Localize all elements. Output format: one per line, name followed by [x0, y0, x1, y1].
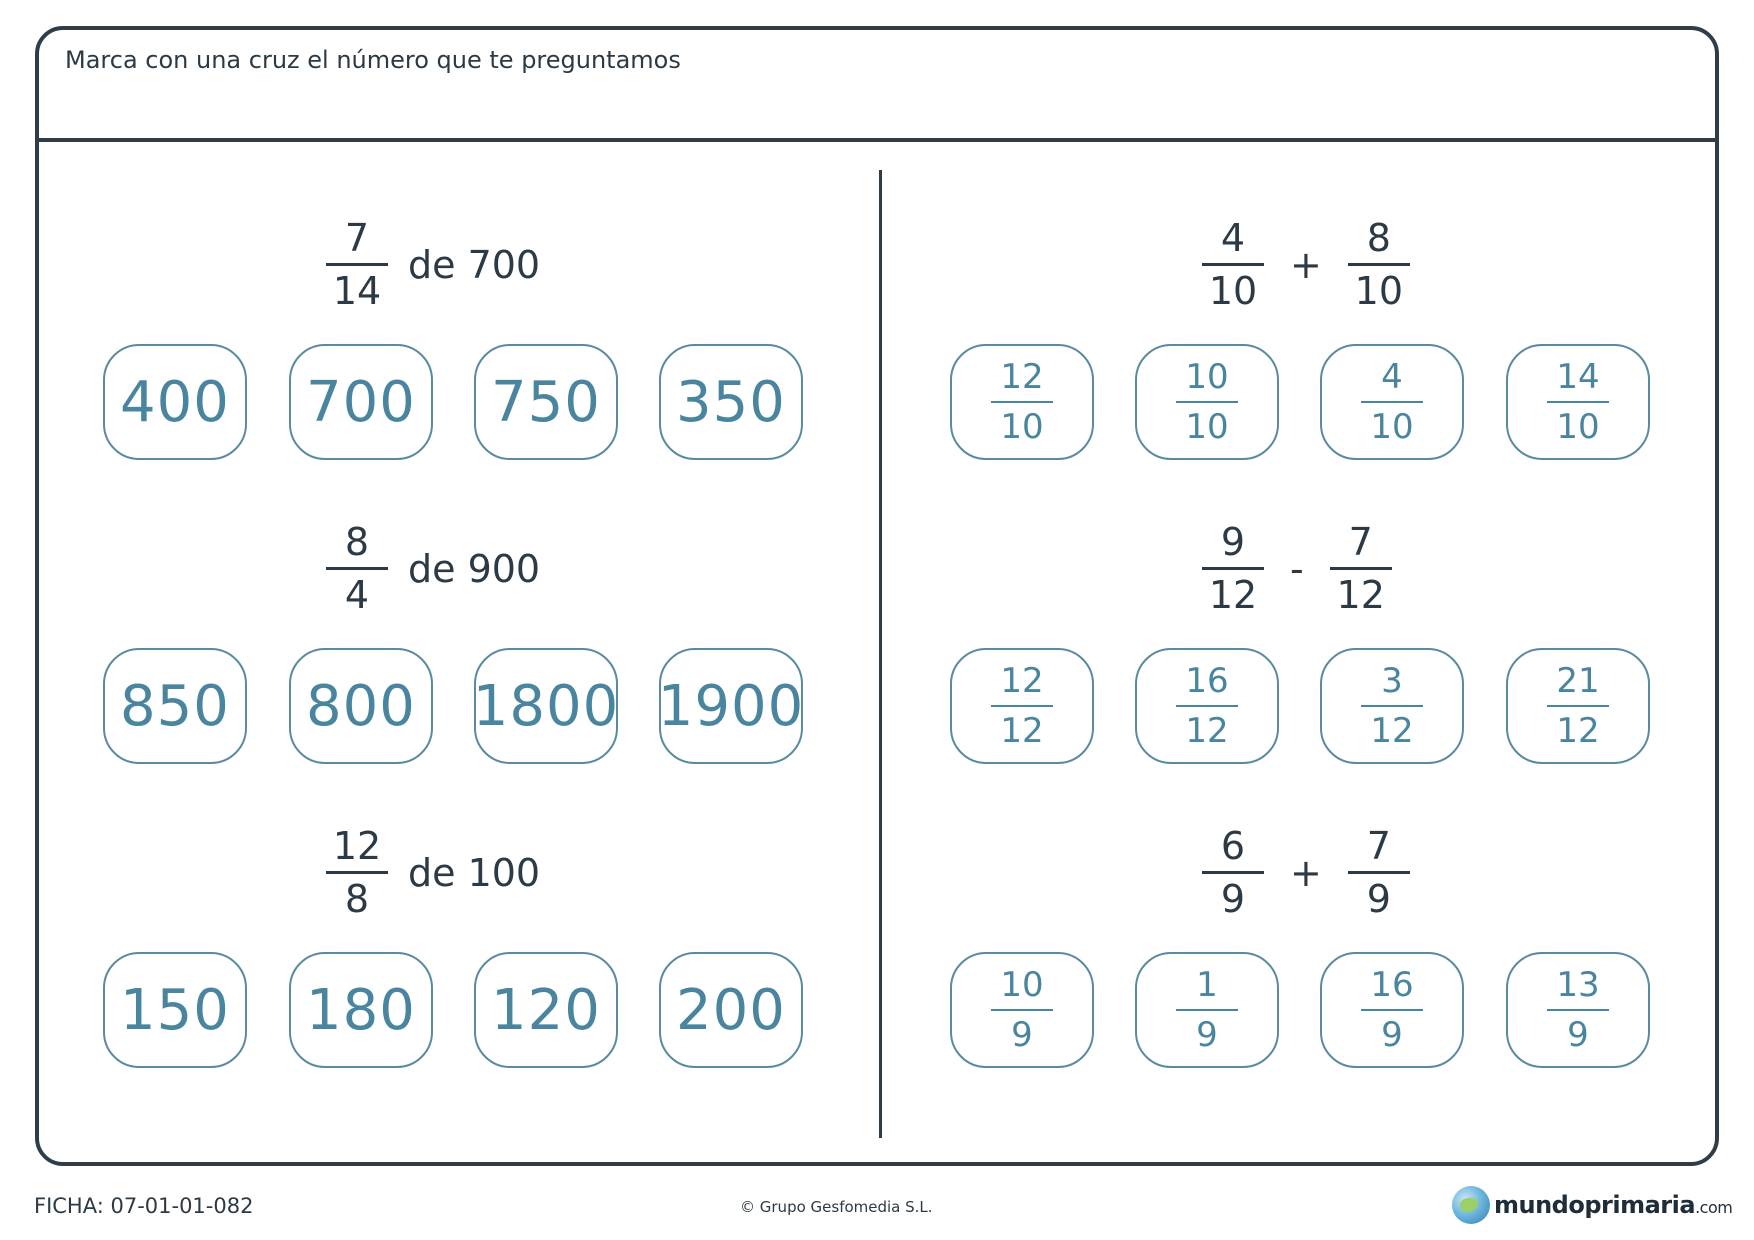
fraction: [1176, 965, 1238, 1055]
denominator: 12: [1000, 711, 1044, 751]
numerator: 21: [1556, 661, 1600, 701]
fraction-bar: [1348, 263, 1410, 266]
fraction: [326, 520, 388, 617]
numerator: 8: [344, 520, 370, 564]
answer-option[interactable]: 150: [103, 952, 247, 1068]
answer-option[interactable]: [1135, 952, 1279, 1068]
answer-option[interactable]: 700: [289, 344, 433, 460]
right-problem-1: [1202, 216, 1410, 313]
column-divider: [879, 170, 882, 1138]
answer-option[interactable]: 200: [659, 952, 803, 1068]
numerator: 3: [1381, 661, 1403, 701]
numerator: 7: [1366, 824, 1391, 868]
fraction: [991, 357, 1053, 447]
fraction: [1176, 357, 1238, 447]
right-problem-2: [1202, 520, 1392, 617]
numerator: 10: [1185, 357, 1229, 397]
denominator: 10: [1370, 407, 1414, 447]
fraction: [1202, 520, 1264, 617]
answer-option[interactable]: [1320, 952, 1464, 1068]
fraction-bar: [1361, 705, 1423, 707]
numerator: 12: [332, 824, 382, 868]
instruction-header: [39, 30, 1715, 142]
fraction-bar: [1202, 871, 1264, 874]
fraction: [991, 661, 1053, 751]
right-problem-3: [1202, 824, 1410, 921]
fraction-bar: [326, 871, 388, 874]
answer-option[interactable]: 180: [289, 952, 433, 1068]
fraction: [1547, 661, 1609, 751]
numerator: 7: [1348, 520, 1373, 564]
fraction: [1202, 216, 1264, 313]
denominator: 10: [1185, 407, 1229, 447]
operator: +: [1290, 242, 1322, 287]
numerator: 16: [1185, 661, 1229, 701]
numerator: 10: [1000, 965, 1044, 1005]
left-problem-3: [326, 824, 540, 921]
left-problem-1: [326, 216, 540, 313]
answer-option[interactable]: 1900: [659, 648, 803, 764]
denominator: 10: [1354, 269, 1404, 313]
brand-logo[interactable]: [1452, 1186, 1732, 1224]
numerator: 16: [1370, 965, 1414, 1005]
fraction: [991, 965, 1053, 1055]
fraction: [1202, 824, 1264, 921]
denominator: 9: [1011, 1015, 1033, 1055]
ficha-code: FICHA: 07-01-01-082: [34, 1194, 254, 1218]
fraction-bar: [1202, 263, 1264, 266]
fraction: [1361, 661, 1423, 751]
answer-option[interactable]: [1506, 648, 1650, 764]
answer-option[interactable]: [1320, 344, 1464, 460]
answer-option[interactable]: [950, 952, 1094, 1068]
answer-option[interactable]: [950, 648, 1094, 764]
fraction-bar: [991, 705, 1053, 707]
logo-tld: .com: [1695, 1198, 1733, 1217]
answer-option[interactable]: [1506, 952, 1650, 1068]
denominator: 10: [1208, 269, 1258, 313]
fraction-bar: [1547, 705, 1609, 707]
fraction-bar: [326, 567, 388, 570]
worksheet: [35, 26, 1719, 1166]
numerator: 12: [1000, 357, 1044, 397]
answer-option[interactable]: 750: [474, 344, 618, 460]
answer-option[interactable]: [1135, 648, 1279, 764]
fraction-bar: [1176, 705, 1238, 707]
denominator: 9: [1220, 877, 1246, 921]
fraction: [326, 216, 388, 313]
fraction-bar: [1348, 871, 1410, 874]
denominator: 8: [344, 877, 370, 921]
fraction-bar: [1330, 567, 1392, 570]
answer-option[interactable]: [950, 344, 1094, 460]
numerator: 6: [1220, 824, 1246, 868]
denominator: 9: [1381, 1015, 1403, 1055]
denominator: 12: [1185, 711, 1229, 751]
fraction: [1361, 357, 1423, 447]
answer-option[interactable]: [1135, 344, 1279, 460]
numerator: 4: [1220, 216, 1246, 260]
denominator: 9: [1567, 1015, 1589, 1055]
fraction: [1330, 520, 1392, 617]
numerator: 13: [1556, 965, 1600, 1005]
operator: +: [1290, 850, 1322, 895]
fraction: [1348, 216, 1410, 313]
denominator: 10: [1556, 407, 1600, 447]
fraction-bar: [991, 1009, 1053, 1011]
numerator: 14: [1556, 357, 1600, 397]
problem-text: de 700: [408, 242, 541, 287]
denominator: 12: [1556, 711, 1600, 751]
answer-option[interactable]: [1320, 648, 1464, 764]
fraction-bar: [1361, 401, 1423, 403]
globe-icon: [1452, 1186, 1490, 1224]
answer-option[interactable]: [1506, 344, 1650, 460]
answer-option[interactable]: 400: [103, 344, 247, 460]
numerator: 12: [1000, 661, 1044, 701]
answer-option[interactable]: 120: [474, 952, 618, 1068]
answer-option[interactable]: 1800: [474, 648, 618, 764]
fraction-bar: [1176, 401, 1238, 403]
denominator: 9: [1196, 1015, 1218, 1055]
fraction-bar: [991, 401, 1053, 403]
denominator: 14: [332, 269, 382, 313]
denominator: 12: [1208, 573, 1258, 617]
answer-option[interactable]: 350: [659, 344, 803, 460]
fraction: [1547, 965, 1609, 1055]
numerator: 9: [1220, 520, 1246, 564]
fraction-bar: [1176, 1009, 1238, 1011]
logo-wordmark: [1494, 1191, 1732, 1219]
operator: -: [1290, 546, 1304, 591]
denominator: 12: [1370, 711, 1414, 751]
numerator: 7: [344, 216, 370, 260]
problem-text: de 900: [408, 546, 541, 591]
fraction: [1361, 965, 1423, 1055]
fraction-bar: [1547, 401, 1609, 403]
numerator: 4: [1381, 357, 1403, 397]
fraction-bar: [1361, 1009, 1423, 1011]
denominator: 4: [344, 573, 370, 617]
answer-option[interactable]: 800: [289, 648, 433, 764]
problem-text: de 100: [408, 850, 541, 895]
logo-name: mundoprimaria: [1494, 1191, 1696, 1219]
fraction-bar: [1547, 1009, 1609, 1011]
fraction: [1176, 661, 1238, 751]
fraction-bar: [326, 263, 388, 266]
instruction-text: Marca con una cruz el número que te preguntamos: [65, 46, 681, 74]
answer-option[interactable]: 850: [103, 648, 247, 764]
fraction-bar: [1202, 567, 1264, 570]
denominator: 10: [1000, 407, 1044, 447]
denominator: 9: [1366, 877, 1391, 921]
fraction: [1547, 357, 1609, 447]
numerator: 8: [1366, 216, 1391, 260]
denominator: 12: [1336, 573, 1385, 617]
fraction: [1348, 824, 1410, 921]
numerator: 1: [1196, 965, 1218, 1005]
left-problem-2: [326, 520, 540, 617]
fraction: [326, 824, 388, 921]
copyright-text: © Grupo Gesfomedia S.L.: [740, 1198, 933, 1216]
